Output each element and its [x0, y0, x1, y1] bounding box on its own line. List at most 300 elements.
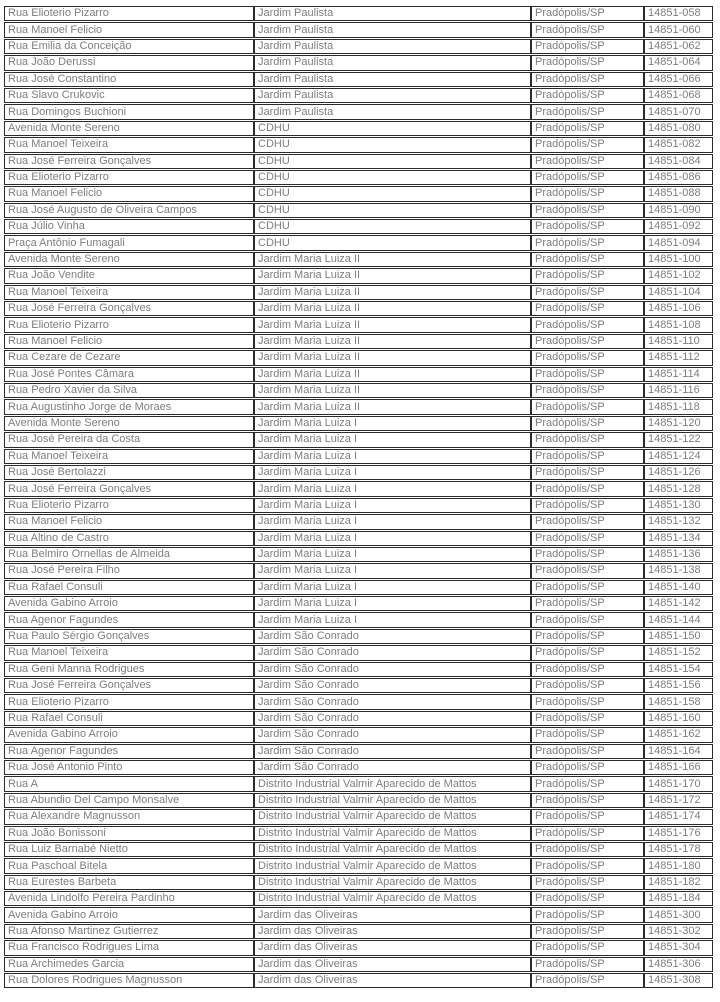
- neighborhood-cell: Distrito Industrial Valmir Aparecido de Mattos: [254, 793, 531, 808]
- neighborhood-cell: Jardim das Oliveiras: [254, 924, 531, 939]
- city-cell: Pradópolis/SP: [531, 744, 644, 759]
- neighborhood-cell: CDHU: [254, 121, 531, 136]
- table-row: [4, 399, 713, 414]
- table-row: [4, 694, 713, 709]
- city-cell: Pradópolis/SP: [531, 72, 644, 87]
- city-cell: Pradópolis/SP: [531, 940, 644, 955]
- cep-cell: 14851-118: [644, 399, 713, 414]
- cep-cell: 14851-150: [644, 629, 713, 644]
- table-row: [4, 727, 713, 742]
- cep-cell: 14851-120: [644, 416, 713, 431]
- neighborhood-cell: Distrito Industrial Valmir Aparecido de Mattos: [254, 875, 531, 890]
- neighborhood-cell: CDHU: [254, 137, 531, 152]
- table-row: [4, 498, 713, 513]
- table-row: [4, 973, 713, 988]
- table-row: [4, 645, 713, 660]
- neighborhood-cell: CDHU: [254, 154, 531, 169]
- street-cell: Rua Belmiro Ornellas de Almeida: [4, 547, 254, 562]
- street-cell: Rua Manoel Felicio: [4, 186, 254, 201]
- table-row: [4, 137, 713, 152]
- neighborhood-cell: Jardim Maria Luiza I: [254, 481, 531, 496]
- neighborhood-cell: Jardim São Conrado: [254, 662, 531, 677]
- city-cell: Pradópolis/SP: [531, 875, 644, 890]
- table-row: [4, 449, 713, 464]
- cep-cell: 14851-126: [644, 465, 713, 480]
- neighborhood-cell: Jardim São Conrado: [254, 760, 531, 775]
- cep-cell: 14851-086: [644, 170, 713, 185]
- neighborhood-cell: Distrito Industrial Valmir Aparecido de Mattos: [254, 891, 531, 906]
- neighborhood-cell: Jardim Maria Luiza II: [254, 252, 531, 267]
- table-row: [4, 367, 713, 382]
- street-cell: Rua Cezare de Cezare: [4, 350, 254, 365]
- city-cell: Pradópolis/SP: [531, 596, 644, 611]
- table-row: [4, 907, 713, 922]
- street-cell: Rua Elioterio Pizarro: [4, 694, 254, 709]
- table-row: [4, 186, 713, 201]
- table-row: [4, 760, 713, 775]
- city-cell: Pradópolis/SP: [531, 465, 644, 480]
- neighborhood-cell: Jardim Paulista: [254, 88, 531, 103]
- table-row: [4, 55, 713, 70]
- city-cell: Pradópolis/SP: [531, 55, 644, 70]
- city-cell: Pradópolis/SP: [531, 137, 644, 152]
- neighborhood-cell: CDHU: [254, 235, 531, 250]
- table-row: [4, 121, 713, 136]
- cep-cell: 14851-114: [644, 367, 713, 382]
- neighborhood-cell: Jardim Maria Luiza I: [254, 498, 531, 513]
- street-cell: Rua Alexandre Magnusson: [4, 809, 254, 824]
- cep-table-body: [4, 6, 713, 988]
- city-cell: Pradópolis/SP: [531, 104, 644, 119]
- city-cell: Pradópolis/SP: [531, 170, 644, 185]
- street-cell: Rua João Derussi: [4, 55, 254, 70]
- table-row: [4, 858, 713, 873]
- neighborhood-cell: Jardim Maria Luiza I: [254, 612, 531, 627]
- cep-cell: 14851-090: [644, 203, 713, 218]
- neighborhood-cell: CDHU: [254, 203, 531, 218]
- table-row: [4, 334, 713, 349]
- table-row: [4, 465, 713, 480]
- table-row: [4, 301, 713, 316]
- city-cell: Pradópolis/SP: [531, 252, 644, 267]
- cep-cell: 14851-110: [644, 334, 713, 349]
- city-cell: Pradópolis/SP: [531, 39, 644, 54]
- table-row: [4, 875, 713, 890]
- street-cell: Rua Rafael Consuli: [4, 711, 254, 726]
- cep-cell: 14851-144: [644, 612, 713, 627]
- cep-cell: 14851-124: [644, 449, 713, 464]
- city-cell: Pradópolis/SP: [531, 826, 644, 841]
- cep-cell: 14851-058: [644, 6, 713, 21]
- neighborhood-cell: Jardim São Conrado: [254, 711, 531, 726]
- street-cell: Rua Afonso Martinez Gutierrez: [4, 924, 254, 939]
- cep-cell: 14851-102: [644, 268, 713, 283]
- table-row: [4, 678, 713, 693]
- cep-cell: 14851-300: [644, 907, 713, 922]
- table-row: [4, 563, 713, 578]
- street-cell: Rua Altino de Castro: [4, 531, 254, 546]
- street-cell: Rua Manoel Teixeira: [4, 137, 254, 152]
- cep-cell: 14851-176: [644, 826, 713, 841]
- street-cell: Rua Manoel Felicio: [4, 514, 254, 529]
- neighborhood-cell: Jardim Maria Luiza I: [254, 416, 531, 431]
- table-row: [4, 383, 713, 398]
- table-row: [4, 219, 713, 234]
- city-cell: Pradópolis/SP: [531, 367, 644, 382]
- cep-cell: 14851-142: [644, 596, 713, 611]
- city-cell: Pradópolis/SP: [531, 285, 644, 300]
- street-cell: Rua Emilia da Conceição: [4, 39, 254, 54]
- neighborhood-cell: Jardim Maria Luiza I: [254, 563, 531, 578]
- neighborhood-cell: Jardim São Conrado: [254, 694, 531, 709]
- table-row: [4, 809, 713, 824]
- neighborhood-cell: Jardim Maria Luiza II: [254, 383, 531, 398]
- cep-cell: 14851-116: [644, 383, 713, 398]
- neighborhood-cell: Distrito Industrial Valmir Aparecido de Mattos: [254, 842, 531, 857]
- street-cell: Rua Agenor Fagundes: [4, 612, 254, 627]
- neighborhood-cell: Distrito Industrial Valmir Aparecido de Mattos: [254, 776, 531, 791]
- cep-cell: 14851-180: [644, 858, 713, 873]
- cep-cell: 14851-066: [644, 72, 713, 87]
- cep-cell: 14851-134: [644, 531, 713, 546]
- city-cell: Pradópolis/SP: [531, 727, 644, 742]
- city-cell: Pradópolis/SP: [531, 203, 644, 218]
- street-cell: Rua Agenor Fagundes: [4, 744, 254, 759]
- neighborhood-cell: Jardim Maria Luiza I: [254, 596, 531, 611]
- street-cell: Rua José Pontes Câmara: [4, 367, 254, 382]
- cep-cell: 14851-068: [644, 88, 713, 103]
- neighborhood-cell: Jardim Paulista: [254, 55, 531, 70]
- table-row: [4, 416, 713, 431]
- city-cell: Pradópolis/SP: [531, 580, 644, 595]
- city-cell: Pradópolis/SP: [531, 22, 644, 37]
- street-cell: Avenida Gabino Arroio: [4, 727, 254, 742]
- cep-cell: 14851-164: [644, 744, 713, 759]
- city-cell: Pradópolis/SP: [531, 481, 644, 496]
- city-cell: Pradópolis/SP: [531, 891, 644, 906]
- cep-cell: 14851-122: [644, 432, 713, 447]
- street-cell: Rua Júlio Vinha: [4, 219, 254, 234]
- table-row: [4, 350, 713, 365]
- neighborhood-cell: Jardim Maria Luiza II: [254, 285, 531, 300]
- street-cell: Rua João Vendite: [4, 268, 254, 283]
- table-row: [4, 957, 713, 972]
- cep-cell: 14851-060: [644, 22, 713, 37]
- cep-cell: 14851-064: [644, 55, 713, 70]
- cep-cell: 14851-182: [644, 875, 713, 890]
- street-cell: Rua Geni Manna Rodrigues: [4, 662, 254, 677]
- cep-cell: 14851-136: [644, 547, 713, 562]
- city-cell: Pradópolis/SP: [531, 268, 644, 283]
- city-cell: Pradópolis/SP: [531, 219, 644, 234]
- table-row: [4, 826, 713, 841]
- cep-cell: 14851-306: [644, 957, 713, 972]
- city-cell: Pradópolis/SP: [531, 694, 644, 709]
- city-cell: Pradópolis/SP: [531, 547, 644, 562]
- neighborhood-cell: Jardim Maria Luiza II: [254, 268, 531, 283]
- cep-cell: 14851-100: [644, 252, 713, 267]
- city-cell: Pradópolis/SP: [531, 711, 644, 726]
- neighborhood-cell: Jardim São Conrado: [254, 678, 531, 693]
- neighborhood-cell: Jardim Maria Luiza I: [254, 449, 531, 464]
- table-row: [4, 285, 713, 300]
- cep-cell: 14851-080: [644, 121, 713, 136]
- neighborhood-cell: Jardim Maria Luiza I: [254, 465, 531, 480]
- city-cell: Pradópolis/SP: [531, 235, 644, 250]
- city-cell: Pradópolis/SP: [531, 6, 644, 21]
- cep-cell: 14851-106: [644, 301, 713, 316]
- street-cell: Rua José Ferreira Gonçalves: [4, 678, 254, 693]
- street-cell: Rua Eurestes Barbeta: [4, 875, 254, 890]
- table-row: [4, 104, 713, 119]
- neighborhood-cell: Jardim Maria Luiza II: [254, 350, 531, 365]
- street-cell: Rua Manoel Felicio: [4, 22, 254, 37]
- cep-cell: 14851-128: [644, 481, 713, 496]
- table-row: [4, 940, 713, 955]
- table-row: [4, 317, 713, 332]
- city-cell: Pradópolis/SP: [531, 383, 644, 398]
- cep-cell: 14851-166: [644, 760, 713, 775]
- city-cell: Pradópolis/SP: [531, 186, 644, 201]
- cep-cell: 14851-152: [644, 645, 713, 660]
- neighborhood-cell: Jardim das Oliveiras: [254, 973, 531, 988]
- city-cell: Pradópolis/SP: [531, 399, 644, 414]
- city-cell: Pradópolis/SP: [531, 121, 644, 136]
- table-row: [4, 596, 713, 611]
- neighborhood-cell: Jardim Maria Luiza I: [254, 580, 531, 595]
- city-cell: Pradópolis/SP: [531, 432, 644, 447]
- street-cell: Rua José Antonio Pinto: [4, 760, 254, 775]
- table-row: [4, 629, 713, 644]
- cep-cell: 14851-304: [644, 940, 713, 955]
- street-cell: Rua Dolores Rodrigues Magnusson: [4, 973, 254, 988]
- street-cell: Rua Luiz Barnabé Nietto: [4, 842, 254, 857]
- cep-cell: 14851-140: [644, 580, 713, 595]
- street-cell: Rua A: [4, 776, 254, 791]
- cep-cell: 14851-132: [644, 514, 713, 529]
- city-cell: Pradópolis/SP: [531, 858, 644, 873]
- neighborhood-cell: Jardim Paulista: [254, 72, 531, 87]
- street-cell: Rua José Augusto de Oliveira Campos: [4, 203, 254, 218]
- street-cell: Rua José Pereira da Costa: [4, 432, 254, 447]
- city-cell: Pradópolis/SP: [531, 334, 644, 349]
- neighborhood-cell: Jardim das Oliveiras: [254, 957, 531, 972]
- neighborhood-cell: Jardim Maria Luiza I: [254, 547, 531, 562]
- cep-cell: 14851-088: [644, 186, 713, 201]
- table-row: [4, 924, 713, 939]
- table-row: [4, 580, 713, 595]
- cep-cell: 14851-162: [644, 727, 713, 742]
- city-cell: Pradópolis/SP: [531, 924, 644, 939]
- city-cell: Pradópolis/SP: [531, 629, 644, 644]
- cep-cell: 14851-184: [644, 891, 713, 906]
- neighborhood-cell: Jardim das Oliveiras: [254, 907, 531, 922]
- cep-cell: 14851-174: [644, 809, 713, 824]
- street-cell: Rua José Ferreira Gonçalves: [4, 301, 254, 316]
- city-cell: Pradópolis/SP: [531, 973, 644, 988]
- neighborhood-cell: CDHU: [254, 170, 531, 185]
- street-cell: Rua Manoel Teixeira: [4, 449, 254, 464]
- city-cell: Pradópolis/SP: [531, 957, 644, 972]
- neighborhood-cell: Jardim Paulista: [254, 39, 531, 54]
- street-cell: Rua José Ferreira Gonçalves: [4, 154, 254, 169]
- neighborhood-cell: Jardim Maria Luiza II: [254, 334, 531, 349]
- table-row: [4, 531, 713, 546]
- neighborhood-cell: Jardim Paulista: [254, 6, 531, 21]
- street-cell: Avenida Gabino Arroio: [4, 907, 254, 922]
- table-row: [4, 711, 713, 726]
- neighborhood-cell: Jardim Maria Luiza II: [254, 399, 531, 414]
- city-cell: Pradópolis/SP: [531, 760, 644, 775]
- street-cell: Rua Manoel Felicio: [4, 334, 254, 349]
- street-cell: Rua José Bertolazzi: [4, 465, 254, 480]
- cep-cell: 14851-178: [644, 842, 713, 857]
- neighborhood-cell: Jardim Maria Luiza I: [254, 432, 531, 447]
- street-cell: Rua Elioterio Pizarro: [4, 317, 254, 332]
- city-cell: Pradópolis/SP: [531, 645, 644, 660]
- street-cell: Rua Manoel Teixeira: [4, 285, 254, 300]
- table-row: [4, 6, 713, 21]
- table-row: [4, 744, 713, 759]
- street-cell: Avenida Monte Sereno: [4, 121, 254, 136]
- cep-cell: 14851-084: [644, 154, 713, 169]
- city-cell: Pradópolis/SP: [531, 662, 644, 677]
- table-row: [4, 793, 713, 808]
- cep-cell: 14851-156: [644, 678, 713, 693]
- table-row: [4, 547, 713, 562]
- table-row: [4, 612, 713, 627]
- street-cell: Rua Rafael Consuli: [4, 580, 254, 595]
- city-cell: Pradópolis/SP: [531, 678, 644, 693]
- cep-cell: 14851-138: [644, 563, 713, 578]
- street-cell: Avenida Gabino Arroio: [4, 596, 254, 611]
- cep-cell: 14851-104: [644, 285, 713, 300]
- street-cell: Rua Domingos Buchioni: [4, 104, 254, 119]
- street-cell: Rua Abundio Del Campo Monsalve: [4, 793, 254, 808]
- table-row: [4, 268, 713, 283]
- street-cell: Praça Antônio Fumagali: [4, 235, 254, 250]
- city-cell: Pradópolis/SP: [531, 498, 644, 513]
- city-cell: Pradópolis/SP: [531, 449, 644, 464]
- city-cell: Pradópolis/SP: [531, 154, 644, 169]
- city-cell: Pradópolis/SP: [531, 612, 644, 627]
- street-cell: Rua Elioterio Pizarro: [4, 498, 254, 513]
- city-cell: Pradópolis/SP: [531, 531, 644, 546]
- cep-cell: 14851-082: [644, 137, 713, 152]
- table-row: [4, 39, 713, 54]
- cep-cell: 14851-130: [644, 498, 713, 513]
- street-cell: Rua Augustinho Jorge de Moraes: [4, 399, 254, 414]
- street-cell: Rua João Bonissoni: [4, 826, 254, 841]
- table-row: [4, 170, 713, 185]
- neighborhood-cell: Jardim Paulista: [254, 22, 531, 37]
- city-cell: Pradópolis/SP: [531, 563, 644, 578]
- table-row: [4, 891, 713, 906]
- table-row: [4, 432, 713, 447]
- cep-cell: 14851-094: [644, 235, 713, 250]
- neighborhood-cell: Jardim Maria Luiza II: [254, 317, 531, 332]
- cep-cell: 14851-158: [644, 694, 713, 709]
- city-cell: Pradópolis/SP: [531, 809, 644, 824]
- table-row: [4, 154, 713, 169]
- table-row: [4, 514, 713, 529]
- street-cell: Rua Manoel Teixeira: [4, 645, 254, 660]
- neighborhood-cell: Distrito Industrial Valmir Aparecido de Mattos: [254, 858, 531, 873]
- table-row: [4, 22, 713, 37]
- street-cell: Rua Elioterio Pizarro: [4, 6, 254, 21]
- cep-cell: 14851-108: [644, 317, 713, 332]
- street-cell: Rua Pedro Xavier da Silva: [4, 383, 254, 398]
- street-cell: Avenida Monte Sereno: [4, 252, 254, 267]
- cep-cell: 14851-062: [644, 39, 713, 54]
- city-cell: Pradópolis/SP: [531, 301, 644, 316]
- street-cell: Rua José Ferreira Gonçalves: [4, 481, 254, 496]
- city-cell: Pradópolis/SP: [531, 317, 644, 332]
- neighborhood-cell: Jardim São Conrado: [254, 744, 531, 759]
- street-cell: Avenida Lindolfo Pereira Pardinho: [4, 891, 254, 906]
- city-cell: Pradópolis/SP: [531, 907, 644, 922]
- table-row: [4, 72, 713, 87]
- cep-cell: 14851-160: [644, 711, 713, 726]
- table-row: [4, 252, 713, 267]
- street-cell: Rua Elioterio Pizarro: [4, 170, 254, 185]
- cep-cell: 14851-170: [644, 776, 713, 791]
- city-cell: Pradópolis/SP: [531, 514, 644, 529]
- neighborhood-cell: Jardim Maria Luiza II: [254, 367, 531, 382]
- street-cell: Rua Francisco Rodrigues Lima: [4, 940, 254, 955]
- cep-cell: 14851-308: [644, 973, 713, 988]
- neighborhood-cell: Jardim Maria Luiza II: [254, 301, 531, 316]
- neighborhood-cell: Jardim São Conrado: [254, 629, 531, 644]
- table-row: [4, 203, 713, 218]
- table-row: [4, 662, 713, 677]
- cep-table: [4, 5, 713, 989]
- neighborhood-cell: Distrito Industrial Valmir Aparecido de Mattos: [254, 826, 531, 841]
- street-cell: Rua Archimedes Garcia: [4, 957, 254, 972]
- cep-cell: 14851-302: [644, 924, 713, 939]
- neighborhood-cell: Jardim Maria Luiza I: [254, 514, 531, 529]
- cep-cell: 14851-112: [644, 350, 713, 365]
- city-cell: Pradópolis/SP: [531, 350, 644, 365]
- cep-cell: 14851-070: [644, 104, 713, 119]
- neighborhood-cell: Jardim Maria Luiza I: [254, 531, 531, 546]
- city-cell: Pradópolis/SP: [531, 842, 644, 857]
- table-row: [4, 235, 713, 250]
- street-cell: Avenida Monte Sereno: [4, 416, 254, 431]
- street-cell: Rua Paschoal Bitela: [4, 858, 254, 873]
- street-cell: Rua Paulo Sérgio Gonçalves: [4, 629, 254, 644]
- cep-cell: 14851-092: [644, 219, 713, 234]
- neighborhood-cell: Jardim das Oliveiras: [254, 940, 531, 955]
- neighborhood-cell: CDHU: [254, 186, 531, 201]
- street-cell: Rua José Pereira Filho: [4, 563, 254, 578]
- neighborhood-cell: Jardim São Conrado: [254, 727, 531, 742]
- table-row: [4, 842, 713, 857]
- neighborhood-cell: Jardim São Conrado: [254, 645, 531, 660]
- cep-cell: 14851-172: [644, 793, 713, 808]
- street-cell: Rua José Constantino: [4, 72, 254, 87]
- neighborhood-cell: CDHU: [254, 219, 531, 234]
- cep-cell: 14851-154: [644, 662, 713, 677]
- city-cell: Pradópolis/SP: [531, 416, 644, 431]
- city-cell: Pradópolis/SP: [531, 88, 644, 103]
- street-cell: Rua Slavo Crukovic: [4, 88, 254, 103]
- table-row: [4, 88, 713, 103]
- table-row: [4, 776, 713, 791]
- table-row: [4, 481, 713, 496]
- city-cell: Pradópolis/SP: [531, 793, 644, 808]
- neighborhood-cell: Distrito Industrial Valmir Aparecido de Mattos: [254, 809, 531, 824]
